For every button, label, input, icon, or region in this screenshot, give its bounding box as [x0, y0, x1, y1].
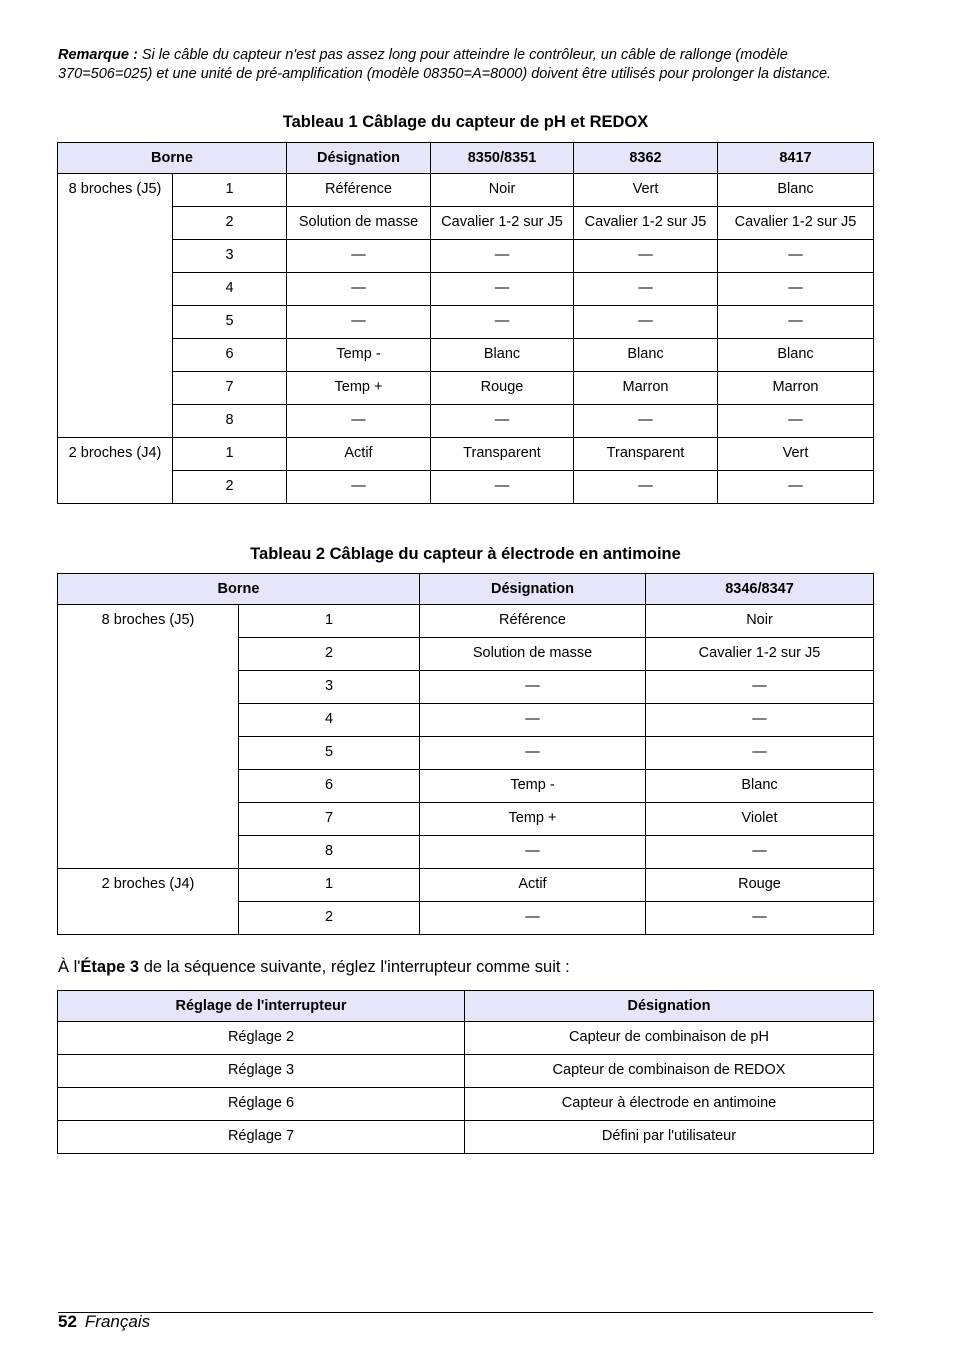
table-cell: 8 — [173, 405, 287, 438]
table-cell: Temp + — [420, 803, 646, 836]
table3 — [57, 990, 874, 1154]
table-cell: Réglage 6 — [58, 1088, 465, 1121]
table-cell: Vert — [718, 438, 874, 471]
table2-header-8346: 8346/8347 — [646, 574, 874, 605]
table-cell: — — [574, 306, 718, 339]
table3-header-designation: Désignation — [465, 991, 874, 1022]
table-cell: — — [646, 836, 874, 869]
table-row — [58, 1022, 874, 1055]
table1-header-borne: Borne — [58, 143, 287, 174]
table-cell: — — [718, 471, 874, 504]
table-cell: Réglage 2 — [58, 1022, 465, 1055]
table-cell: Temp + — [287, 372, 431, 405]
table1 — [57, 142, 874, 504]
table-cell: — — [420, 737, 646, 770]
table-cell: Rouge — [646, 869, 874, 902]
table-cell: — — [431, 240, 574, 273]
table3-header-row — [58, 991, 874, 1022]
table-cell: Noir — [431, 174, 574, 207]
table2-header-borne: Borne — [58, 574, 420, 605]
table-cell: — — [431, 273, 574, 306]
table-cell: 4 — [173, 273, 287, 306]
table-cell: 6 — [173, 339, 287, 372]
table-cell: 1 — [173, 174, 287, 207]
table-row — [58, 471, 874, 504]
table-cell: — — [287, 273, 431, 306]
table-row — [58, 174, 874, 207]
table-cell: — — [431, 405, 574, 438]
table-row — [58, 207, 874, 240]
table-cell: Vert — [574, 174, 718, 207]
table-cell: 5 — [173, 306, 287, 339]
table-cell: Transparent — [574, 438, 718, 471]
table1-header-row — [58, 143, 874, 174]
table-cell: Temp - — [287, 339, 431, 372]
table-cell: — — [718, 405, 874, 438]
table-cell: — — [574, 471, 718, 504]
table-cell: Solution de masse — [420, 638, 646, 671]
table-cell: 2 — [173, 471, 287, 504]
table-row — [58, 605, 874, 638]
table-cell: — — [574, 405, 718, 438]
intro-post: de la séquence suivante, réglez l'interrupteur comme suit : — [139, 958, 570, 976]
table-cell: — — [646, 737, 874, 770]
table-cell: 1 — [239, 605, 420, 638]
table2-header-row — [58, 574, 874, 605]
table-cell: — — [420, 902, 646, 935]
table-cell: 2 — [239, 902, 420, 935]
table-cell: 3 — [239, 671, 420, 704]
table-cell: Marron — [718, 372, 874, 405]
table-cell: Capteur de combinaison de pH — [465, 1022, 874, 1055]
page-number: 52 — [58, 1312, 77, 1331]
table-cell: — — [646, 671, 874, 704]
table-row — [58, 372, 874, 405]
table-cell: — — [574, 273, 718, 306]
table-cell: 2 — [239, 638, 420, 671]
table2-header-designation: Désignation — [420, 574, 646, 605]
table-cell: Capteur de combinaison de REDOX — [465, 1055, 874, 1088]
table2-caption: Tableau 2 Câblage du capteur à électrode en antimoine — [250, 545, 681, 563]
table-cell: — — [420, 704, 646, 737]
table-row — [58, 1121, 874, 1154]
footer-language: Français — [84, 1312, 151, 1331]
table-cell: — — [287, 306, 431, 339]
table-row — [58, 240, 874, 273]
table-cell: Violet — [646, 803, 874, 836]
table-cell: — — [431, 471, 574, 504]
table-cell: Cavalier 1-2 sur J5 — [718, 207, 874, 240]
table-cell: Blanc — [574, 339, 718, 372]
table-cell: Capteur à électrode en antimoine — [465, 1088, 874, 1121]
table-cell: Réglage 7 — [58, 1121, 465, 1154]
table-cell: 4 — [239, 704, 420, 737]
note-label: Remarque : — [58, 47, 138, 63]
table-cell: — — [431, 306, 574, 339]
table-cell: Noir — [646, 605, 874, 638]
table-cell: Blanc — [431, 339, 574, 372]
table-cell: Référence — [287, 174, 431, 207]
table-cell: Réglage 3 — [58, 1055, 465, 1088]
table-cell: Blanc — [646, 770, 874, 803]
intro-paragraph — [58, 958, 570, 977]
table-cell: Solution de masse — [287, 207, 431, 240]
table-cell: Cavalier 1-2 sur J5 — [431, 207, 574, 240]
table-cell: Temp - — [420, 770, 646, 803]
table2 — [57, 573, 874, 935]
table2-group-2-broches: 2 broches (J4) — [58, 869, 239, 935]
table-row — [58, 405, 874, 438]
table-cell: 1 — [239, 869, 420, 902]
table1-caption: Tableau 1 Câblage du capteur de pH et REDOX — [282, 113, 649, 131]
table-cell: — — [287, 405, 431, 438]
table-cell: Actif — [420, 869, 646, 902]
table-row — [58, 438, 874, 471]
table-cell: 1 — [173, 438, 287, 471]
table-cell: Cavalier 1-2 sur J5 — [646, 638, 874, 671]
table-row — [58, 306, 874, 339]
table-cell: Actif — [287, 438, 431, 471]
table-cell: 7 — [173, 372, 287, 405]
table-cell: — — [718, 273, 874, 306]
intro-pre: À l' — [58, 958, 81, 976]
table-cell: 6 — [239, 770, 420, 803]
table-cell: 7 — [239, 803, 420, 836]
table1-header-8417: 8417 — [718, 143, 874, 174]
table-row — [58, 1055, 874, 1088]
table-cell: — — [718, 240, 874, 273]
table-cell: — — [287, 471, 431, 504]
table-cell: — — [287, 240, 431, 273]
footer-divider — [58, 1312, 873, 1313]
table-cell: Cavalier 1-2 sur J5 — [574, 207, 718, 240]
table-cell: 2 — [173, 207, 287, 240]
intro-step: Étape 3 — [80, 958, 140, 976]
table-cell: Blanc — [718, 339, 874, 372]
table-cell: 3 — [173, 240, 287, 273]
table-cell: 8 — [239, 836, 420, 869]
table-cell: Transparent — [431, 438, 574, 471]
note — [58, 46, 873, 83]
table2-group-8-broches: 8 broches (J5) — [58, 605, 239, 869]
table-cell: Marron — [574, 372, 718, 405]
table-row — [58, 273, 874, 306]
table-row — [58, 1088, 874, 1121]
table-cell: — — [646, 704, 874, 737]
table-cell: — — [574, 240, 718, 273]
table-cell: 5 — [239, 737, 420, 770]
table-row — [58, 869, 874, 902]
table-row — [58, 339, 874, 372]
page-footer — [58, 1312, 150, 1332]
table1-header-designation: Désignation — [287, 143, 431, 174]
table-cell: — — [420, 836, 646, 869]
table1-group-2-broches: 2 broches (J4) — [58, 438, 173, 504]
table-cell: — — [420, 671, 646, 704]
table1-group-8-broches: 8 broches (J5) — [58, 174, 173, 438]
note-text: Si le câble du capteur n'est pas assez long pour atteindre le contrôleur, un câble de rallonge (modèle 370=506=025) et une unité de pré-amplification (modèle 08350=A=8000) doivent être utilisés pour prolonger la distance. — [58, 47, 832, 82]
table3-header-reglage: Réglage de l'interrupteur — [58, 991, 465, 1022]
table-cell: Blanc — [718, 174, 874, 207]
table-cell: Défini par l'utilisateur — [465, 1121, 874, 1154]
table-cell: — — [718, 306, 874, 339]
table1-header-8362: 8362 — [574, 143, 718, 174]
table-cell: — — [646, 902, 874, 935]
table-cell: Rouge — [431, 372, 574, 405]
table1-header-8350: 8350/8351 — [431, 143, 574, 174]
table-cell: Référence — [420, 605, 646, 638]
